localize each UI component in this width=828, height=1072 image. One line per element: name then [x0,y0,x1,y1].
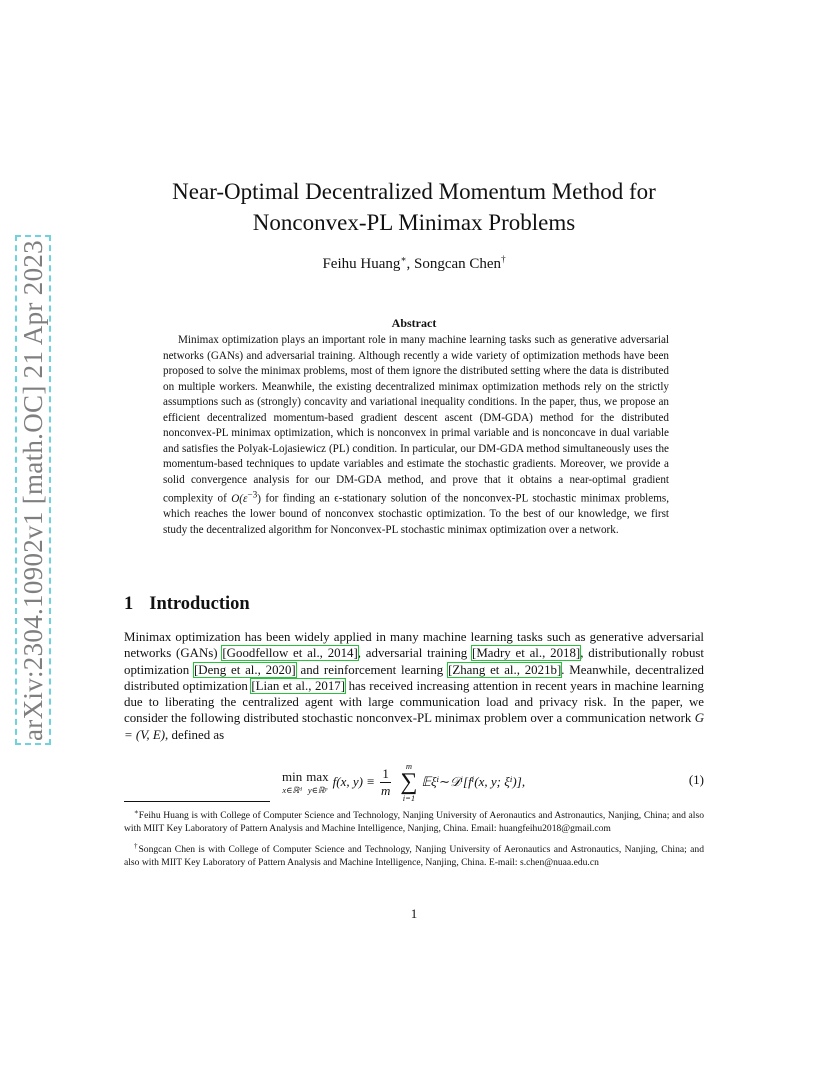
intro-paragraph: Minimax optimization has been widely applied in many machine learning tasks such as generative adversarial networks (GANs) [Goodfellow et al., 2014], adversarial training [Madry et al., 2018], distributionally robust optimization [Deng et al., 2020] and reinforcement learning [Zhang et al., 2021b]. Meanwhile, decentralized distributed optimization [Lian et al., 2017] has received increasing attention in recent years in machine learning due to liberating the centralized agent with large communication load and privacy risk. In the paper, we consider the following distributed stochastic nonconvex-PL minimax problem over a communication network G = (V, E), defined as [124,630,705,742]
citation-link[interactable]: [Lian et al., 2017] [251,678,346,693]
page-number: 1 [410,906,418,921]
footnote-mark-link[interactable]: ∗ [400,254,407,264]
footnote-divider [124,801,270,802]
author-name: Songcan Chen [413,256,502,272]
network-symbol: G = (V, E) [124,711,704,742]
footnotes [124,806,704,873]
footnote-mark-link[interactable]: † [501,254,506,264]
equation-body [282,754,525,810]
section-heading [124,594,250,615]
citation-link[interactable]: [Goodfellow et al., 2014] [222,646,358,661]
max-operator: max y∈ℝᵖ [306,768,329,795]
arxiv-identifier: arXiv:2304.10902v1 [math.OC] 21 Apr 2023 [17,239,48,741]
paper-title [0,176,828,238]
min-operator: min x∈ℝᵈ [282,768,303,795]
abstract-text-part: for finding an ϵ-stationary solution of the nonconvex-PL stochastic minimax problems, which reaches the lower bound of nonconvex stochastic optimization. To the best of our knowledge, we first study the decentralized algorithm for Nonconvex-PL stochastic minimax optimization over a network. [163,492,669,536]
citation-link[interactable]: [Deng et al., 2020] [193,662,296,677]
citation-link[interactable]: [Zhang et al., 2021b] [448,662,562,677]
citation-link[interactable]: [Madry et al., 2018] [472,646,581,661]
arxiv-stamp[interactable] [15,235,51,745]
title-line-1: Near-Optimal Decentralized Momentum Method for [172,179,656,204]
section-number: 1 [124,594,134,614]
complexity-expression: $O(\varepsilon^{-3})$ [231,490,261,505]
equation-number: (1) [688,772,704,787]
abstract-text [163,333,669,538]
fraction: $\frac{1}{m}$ [380,765,391,798]
title-line-2: Nonconvex-PL Minimax Problems [252,210,576,235]
abstract-heading: Abstract [391,316,437,330]
author-name: Feihu Huang [322,256,401,272]
summation: m ∑ i=1 [400,761,418,803]
footnote-2: †Songcan Chen is with College of Computer Science and Technology, Nanjing University of Aeronautics and Astronautics, Nanjing, China; and also with MIIT Key Laboratory of Pattern Analysis and Machine Intelligence, Nanjing, China. E-mail: s.chen@nuaa.edu.cn [124,841,704,868]
section-title: Introduction [149,594,250,614]
equation-rhs: 𝔼ξⁱ∼𝒟ⁱ[fⁱ(x, y; ξⁱ)], [421,774,526,789]
author-list: Feihu Huang∗, Songcan Chen† [322,254,506,272]
equation-lhs: f(x, y) ≡ [332,774,375,789]
abstract-text-part: Minimax optimization plays an important role in many machine learning tasks such as generative adversarial networks (GANs) and adversarial training. Although recently a wide variety of optimization methods have been proposed to solve the minimax problems, most of them ignore the distributed setting where the data is distributed on multiple workers. Meanwhile, the existing decentralized minimax optimization methods rely on the strictly assumptions such as (strongly) concavity and variational inequality conditions. In the paper, thus, we propose an efficient decentralized momentum-based gradient descent ascent (DM-GDA) method for the distributed nonconvex-PL minimax optimization, which is nonconvex in primal variable and is nonconcave in dual variable and satisfies the Polyak-Lojasiewicz (PL) condition. In particular, our DM-GDA method simultaneously uses the momentum-based techniques to update variables and estimate the stochastic gradients. Moreover, we provide a solid convergence analysis for our DM-GDA method, and prove that it obtains a near-optimal gradient complexity of [163,334,669,505]
footnote-1: ∗Feihu Huang is with College of Computer Science and Technology, Nanjing University of Aeronautics and Astronautics, Nanjing, China; and also with MIIT Key Laboratory of Pattern Analysis and Machine Intelligence, Nanjing, China. Email: huangfeihu2018@gmail.com [124,808,704,835]
